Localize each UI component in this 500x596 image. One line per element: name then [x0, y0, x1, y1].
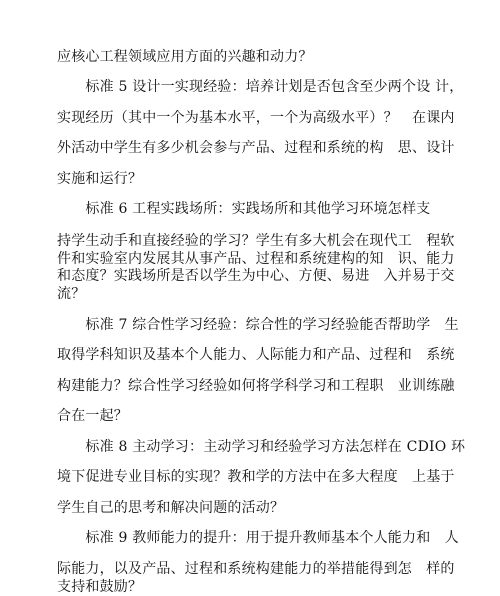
text-line: 境下促进专业目标的实现？教和学的方法中在多大程度 上基于 — [57, 469, 455, 485]
text-line: 标准 7 综合性学习经验：综合性的学习经验能否帮助学 生 — [57, 317, 459, 333]
text-line: 标准 6 工程实践场所：实践场所和其他学习环境怎样支 — [57, 201, 431, 217]
text-line: 构建能力？综合性学习经验如何将学科学习和工程职 业训练融 — [57, 378, 455, 394]
text-line: 学生自己的思考和解决问题的活动？ — [57, 500, 285, 516]
text-line: 实施和运行？ — [57, 171, 143, 187]
text-line: 实现经历（其中一个为基本水平，一个为高级水平）？ 在课内 — [57, 110, 455, 126]
text-line: 应核心工程领域应用方面的兴趣和动力？ — [57, 49, 313, 65]
text-line: 和态度？实践场所是否以学生为中心、方便、易进 入并易于交 — [57, 268, 455, 284]
text-line: 持学生动手和直接经验的学习？学生有多大机会在现代工 程软 — [57, 233, 455, 249]
text-line: 外活动中学生有多少机会参与产品、过程和系统的构 思、设计 — [57, 140, 455, 156]
text-line: 合在一起？ — [57, 408, 128, 424]
text-line: 标准 9 教师能力的提升：用于提升教师基本个人能力和 人 — [57, 530, 459, 546]
text-line: 件和实验室内发展其从事产品、过程和系统建构的知 识、能力 — [57, 251, 455, 267]
text-line: 标准 5 设计一实现经验：培养计划是否包含至少两个设 计， — [57, 79, 464, 95]
text-line: 流？ — [57, 286, 86, 302]
text-line: 标准 8 主动学习：主动学习和经验学习方法怎样在 CDIO 环 — [57, 439, 466, 455]
text-line: 支持和鼓励？ — [57, 579, 143, 595]
text-line: 际能力，以及产品、过程和系统构建能力的举措能得到怎 样的 — [57, 561, 455, 577]
text-line: 取得学科知识及基本个人能力、人际能力和产品、过程和 系统 — [57, 347, 455, 363]
